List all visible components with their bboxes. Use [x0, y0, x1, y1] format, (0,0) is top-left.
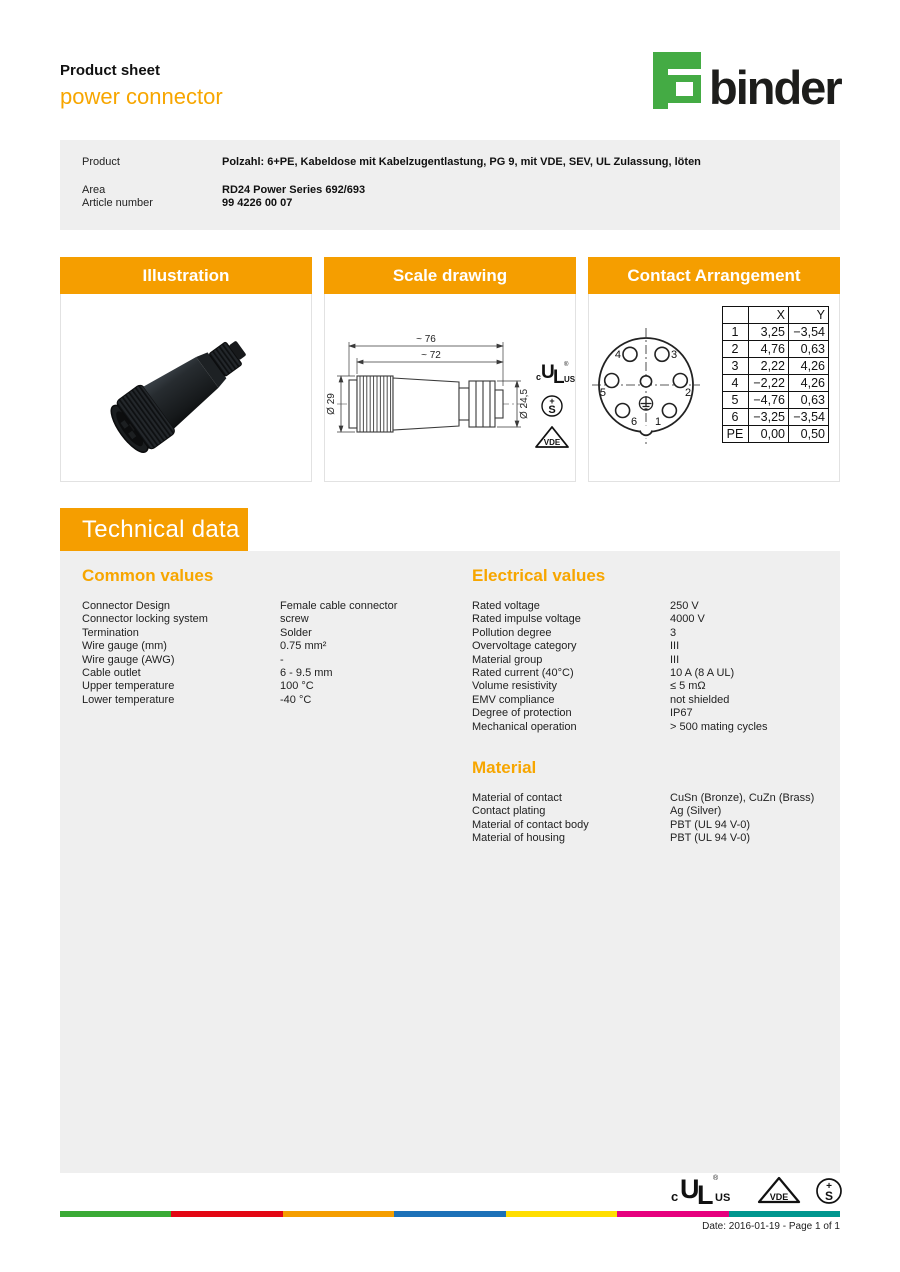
- contact-arrangement-panel-header: Contact Arrangement: [588, 257, 840, 294]
- technical-data-section: [60, 551, 840, 1173]
- spec-row: [472, 694, 844, 707]
- svg-text:c: c: [671, 1189, 679, 1204]
- spec-value: screw: [280, 613, 309, 626]
- spec-row: [472, 600, 844, 613]
- spec-label: Material of housing: [472, 832, 565, 845]
- ul-mark-icon: [671, 1172, 743, 1205]
- table-row: [723, 324, 829, 341]
- svg-text:®: ®: [713, 1175, 719, 1182]
- corner-cell: [723, 307, 749, 324]
- x-cell: −4,76: [749, 392, 789, 409]
- spec-value: PBT (UL 94 V-0): [670, 832, 751, 845]
- spec-row: [82, 627, 454, 640]
- spec-label: Material group: [472, 653, 543, 666]
- table-row: [723, 358, 829, 375]
- color-bar-segment: [283, 1211, 394, 1217]
- pin-label-6: 6: [631, 416, 638, 428]
- spec-row: [472, 707, 844, 720]
- scale-drawing-figure: [325, 294, 575, 480]
- svg-text:U: U: [541, 362, 553, 383]
- spec-value: IP67: [670, 707, 693, 720]
- spec-label: Upper temperature: [82, 680, 175, 693]
- spec-row: [82, 680, 454, 693]
- svg-text:VDE: VDE: [769, 1192, 789, 1202]
- pin-cell: 3: [723, 358, 749, 375]
- spec-label: Contact plating: [472, 805, 546, 818]
- electrical-values-column: [472, 566, 844, 846]
- dim-front-diameter: Ø 29: [326, 393, 337, 415]
- ul-mark-icon: [536, 361, 575, 388]
- spec-value: Ag (Silver): [670, 805, 722, 818]
- color-bar-segment: [729, 1211, 840, 1217]
- pin-label-5: 5: [599, 387, 606, 399]
- x-cell: 0,00: [749, 426, 789, 443]
- spec-row: [472, 627, 844, 640]
- spec-label: Rated impulse voltage: [472, 613, 581, 626]
- y-cell: 4,26: [789, 358, 829, 375]
- illustration-panel-header: Illustration: [60, 257, 312, 294]
- x-cell: −3,25: [749, 409, 789, 426]
- spec-value: 4000 V: [670, 613, 705, 626]
- spec-label: Lower temperature: [82, 693, 175, 706]
- table-row: [723, 341, 829, 358]
- spec-label: Wire gauge (AWG): [82, 653, 175, 666]
- spec-row: [82, 654, 454, 667]
- electrical-values-heading: Electrical values: [472, 566, 606, 585]
- scale-drawing-panel: [324, 257, 576, 482]
- spec-label: EMV compliance: [472, 693, 555, 706]
- y-cell: −3,54: [789, 324, 829, 341]
- svg-text:US: US: [715, 1192, 731, 1204]
- contact-arrangement-panel: [588, 257, 840, 482]
- spec-value: 100 °C: [280, 680, 314, 693]
- spec-value: PBT (UL 94 V-0): [670, 818, 751, 831]
- pin-cell: 2: [723, 341, 749, 358]
- spec-label: Overvoltage category: [472, 640, 577, 653]
- pin-cell: 5: [723, 392, 749, 409]
- spec-value: Solder: [280, 626, 312, 639]
- spec-label: Connector locking system: [82, 613, 208, 626]
- document-type-label: Product sheet: [60, 62, 161, 79]
- y-cell: −3,54: [789, 409, 829, 426]
- binder-logo-icon: [653, 52, 705, 109]
- table-row: [723, 392, 829, 409]
- spec-label: Mechanical operation: [472, 720, 577, 733]
- product-row: [82, 156, 701, 168]
- svg-text:US: US: [564, 375, 575, 384]
- y-cell: 0,63: [789, 341, 829, 358]
- spec-row: [472, 721, 844, 734]
- pin-label-2: 2: [685, 387, 692, 399]
- pin-label-4: 4: [614, 349, 621, 361]
- x-cell: −2,22: [749, 375, 789, 392]
- pin-cell: PE: [723, 426, 749, 443]
- technical-data-banner: Technical data: [60, 508, 248, 551]
- y-cell: 4,26: [789, 375, 829, 392]
- spec-row: [82, 600, 454, 613]
- table-header-row: [723, 307, 829, 324]
- article-number-value: 99 4226 00 07: [222, 197, 293, 209]
- svg-text:®: ®: [564, 362, 569, 368]
- pin-cell: 6: [723, 409, 749, 426]
- svg-text:S: S: [548, 404, 556, 416]
- col-header-x: X: [749, 307, 789, 324]
- svg-text:U: U: [680, 1174, 697, 1204]
- col-header-y: Y: [789, 307, 829, 324]
- spec-value: CuSn (Bronze), CuZn (Brass): [670, 792, 815, 805]
- contact-diagram: [589, 294, 714, 480]
- footer-certification-logos: [671, 1172, 843, 1205]
- spec-label: Material of contact body: [472, 818, 589, 831]
- spec-row: [472, 832, 844, 845]
- color-bar-segment: [394, 1211, 505, 1217]
- spec-row: [82, 667, 454, 680]
- spec-row: [82, 613, 454, 626]
- common-values-column: [82, 566, 454, 707]
- x-cell: 3,25: [749, 324, 789, 341]
- product-info-box: [60, 140, 840, 230]
- table-row: [723, 426, 829, 443]
- pin-cell: 1: [723, 324, 749, 341]
- spec-label: Termination: [82, 626, 139, 639]
- spec-label: Cable outlet: [82, 667, 141, 680]
- svg-text:c: c: [536, 372, 542, 382]
- x-cell: 4,76: [749, 341, 789, 358]
- binder-logo-text: binder: [709, 60, 841, 114]
- page-title: power connector: [60, 84, 223, 109]
- y-cell: 0,50: [789, 426, 829, 443]
- illustration-panel-body: [60, 294, 312, 482]
- article-number-row: [82, 197, 292, 209]
- spec-row: [472, 792, 844, 805]
- spec-label: Volume resistivity: [472, 680, 557, 693]
- vde-mark-icon: [756, 1175, 802, 1205]
- spec-value: 250 V: [670, 600, 699, 612]
- table-row: [723, 409, 829, 426]
- spec-row: [472, 805, 844, 818]
- spec-row: [82, 694, 454, 707]
- spec-label: Connector Design: [82, 600, 171, 612]
- color-bar-segment: [171, 1211, 282, 1217]
- spec-row: [472, 667, 844, 680]
- spec-row: [472, 680, 844, 693]
- dim-total-length: ~ 76: [416, 334, 436, 345]
- spec-value: 10 A (8 A UL): [670, 667, 735, 680]
- date-page-line: Date: 2016-01-19 - Page 1 of 1: [702, 1221, 840, 1232]
- spec-label: Wire gauge (mm): [82, 640, 167, 653]
- spec-value: 3: [670, 626, 677, 639]
- footer-color-bar: [60, 1211, 840, 1217]
- material-heading: Material: [472, 758, 537, 778]
- sev-mark-icon: [542, 396, 562, 416]
- spec-row: [472, 640, 844, 653]
- product-value: Polzahl: 6+PE, Kabeldose mit Kabelzugentlastung, PG 9, mit VDE, SEV, UL Zulassung, löten: [222, 156, 701, 168]
- scale-drawing-panel-header: Scale drawing: [324, 257, 576, 294]
- sev-mark-icon: [815, 1175, 843, 1205]
- y-cell: 0,63: [789, 392, 829, 409]
- svg-text:+: +: [826, 1181, 832, 1192]
- color-bar-segment: [60, 1211, 171, 1217]
- spec-row: [82, 640, 454, 653]
- spec-value: 6 - 9.5 mm: [280, 667, 333, 680]
- spec-value: Female cable connector: [280, 600, 398, 612]
- area-value: RD24 Power Series 692/693: [222, 184, 366, 196]
- contact-coordinates-table: [722, 306, 829, 443]
- spec-row: [472, 654, 844, 667]
- spec-value: -40 °C: [280, 693, 312, 706]
- article-number-label: Article number: [82, 197, 153, 209]
- spec-value: not shielded: [670, 693, 730, 706]
- spec-label: Rated current (40°C): [472, 667, 574, 680]
- illustration-panel: [60, 257, 312, 482]
- connector-photo: [61, 294, 311, 480]
- svg-text:VDE: VDE: [543, 438, 561, 447]
- spec-value: 0.75 mm²: [280, 640, 327, 653]
- svg-text:S: S: [824, 1189, 834, 1203]
- color-bar-segment: [506, 1211, 617, 1217]
- x-cell: 2,22: [749, 358, 789, 375]
- product-label: Product: [82, 156, 120, 168]
- svg-text:L: L: [553, 367, 563, 388]
- spec-value: ≤ 5 mΩ: [670, 680, 706, 693]
- pin-label-1: 1: [655, 416, 662, 428]
- spec-value: III: [670, 640, 680, 653]
- spec-value: > 500 mating cycles: [670, 720, 768, 733]
- spec-label: Pollution degree: [472, 626, 552, 639]
- binder-logo: [653, 52, 841, 114]
- svg-text:+: +: [549, 396, 555, 406]
- pin-label-3: 3: [671, 349, 678, 361]
- area-row: [82, 184, 365, 196]
- color-bar-segment: [617, 1211, 728, 1217]
- spec-value: -: [280, 653, 284, 666]
- scale-drawing-panel-body: [324, 294, 576, 482]
- spec-label: Rated voltage: [472, 600, 540, 612]
- svg-text:L: L: [697, 1180, 711, 1205]
- vde-mark-icon: [536, 427, 568, 447]
- spec-row: [472, 613, 844, 626]
- pin-cell: 4: [723, 375, 749, 392]
- contact-arrangement-panel-body: [588, 294, 840, 482]
- spec-label: Material of contact: [472, 792, 562, 805]
- spec-label: Degree of protection: [472, 707, 572, 720]
- table-row: [723, 375, 829, 392]
- spec-row: [472, 819, 844, 832]
- dim-back-diameter: Ø 24,5: [519, 388, 530, 420]
- spec-value: III: [670, 653, 680, 666]
- common-values-heading: Common values: [82, 566, 214, 585]
- area-label: Area: [82, 184, 106, 196]
- dim-body-length: ~ 72: [421, 350, 441, 361]
